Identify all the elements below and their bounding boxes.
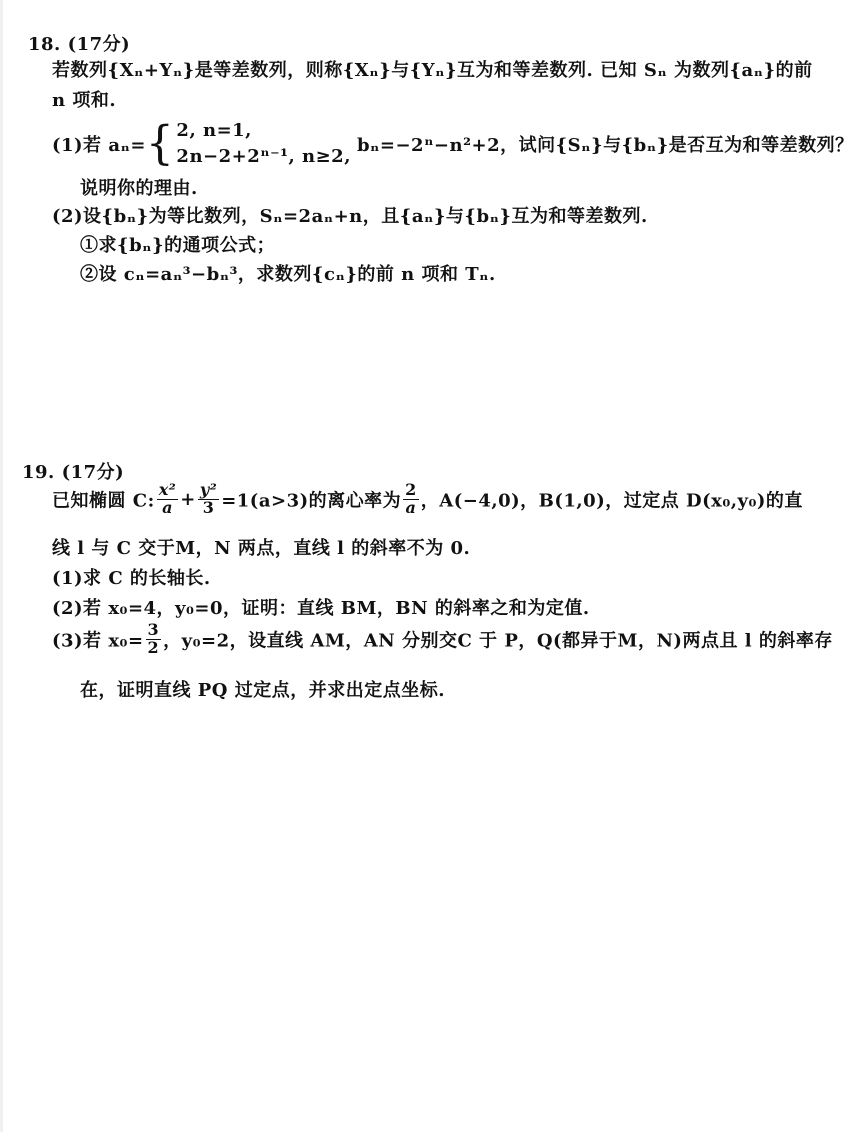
- q18-part2-i: ①求{bₙ}的通项公式；: [80, 235, 276, 256]
- q19-part2: (2)若 x₀=4，y₀=0，证明：直线 BM，BN 的斜率之和为定值.: [52, 598, 590, 619]
- fraction-x2-over-a: [157, 482, 179, 517]
- piecewise-case-1: 2, n=1,: [176, 120, 252, 142]
- fraction-y-den: 3: [202, 497, 215, 517]
- fraction-x-num: x²: [158, 480, 177, 499]
- q18-part1-tail: 说明你的理由.: [80, 178, 198, 199]
- piecewise-cases: [176, 118, 351, 168]
- q19-intro-mid: =1(a>3)的离心率为: [221, 490, 402, 512]
- piecewise-brace: {: [145, 116, 175, 171]
- q18-part2: (2)设{bₙ}为等比数列，Sₙ=2aₙ+n，且{aₙ}与{bₙ}互为和等差数列.: [52, 206, 648, 227]
- piecewise-case-2: 2n−2+2ⁿ⁻¹, n≥2,: [176, 145, 351, 167]
- fraction-e-num: 2: [405, 480, 417, 499]
- q19-part3-post: ，y₀=2，设直线 AM，AN 分别交C 于 P，Q(都异于M，N)两点且 l 的斜率存: [163, 630, 833, 652]
- q19-intro-line2: 线 l 与 C 交于M，N 两点，直线 l 的斜率不为 0.: [52, 538, 471, 559]
- page-edge: [0, 0, 3, 1132]
- q19-part3-pre: (3)若 x₀=: [52, 630, 144, 652]
- q18-intro-line1: 若数列{Xₙ+Yₙ}是等差数列，则称{Xₙ}与{Yₙ}互为和等差数列. 已知 Sₙ 为数列{aₙ}的前: [52, 60, 813, 81]
- q18-header: 18. (17分): [28, 34, 131, 55]
- q18-intro-line2: n 项和.: [52, 90, 117, 111]
- fraction-y2-over-3: [198, 482, 219, 517]
- q19-part1: (1)求 C 的长轴长.: [52, 568, 211, 589]
- plus-sign: +: [180, 488, 196, 510]
- fraction-y-num: y²: [199, 480, 218, 499]
- q18-part2-ii: ②设 cₙ=aₙ³−bₙ³，求数列{cₙ}的前 n 项和 Tₙ.: [80, 264, 496, 285]
- q19-header: 19. (17分): [22, 462, 125, 483]
- q18-part1: [52, 118, 854, 169]
- fraction-e-den: a: [405, 497, 417, 517]
- q19-part3: [52, 622, 833, 657]
- q18-part1-label: (1)若 aₙ=: [52, 134, 146, 156]
- q19-intro-post: ，A(−4,0)，B(1,0)，过定点 D(x₀,y₀)的直: [420, 490, 803, 512]
- fraction-3-num: 3: [147, 620, 160, 639]
- fraction-x-den: a: [162, 497, 173, 517]
- fraction-eccentricity: [403, 482, 419, 517]
- q19-part3-tail: 在，证明直线 PQ 过定点，并求出定点坐标.: [80, 680, 446, 701]
- q19-intro-line1: [52, 482, 803, 517]
- q18-part1-rest: bₙ=−2ⁿ−n²+2，试问{Sₙ}与{bₙ}是否互为和等差数列？: [356, 134, 854, 156]
- q19-intro-pre: 已知椭圆 C:: [52, 490, 155, 512]
- fraction-three-halves: [146, 622, 162, 657]
- fraction-2-den: 2: [147, 637, 160, 657]
